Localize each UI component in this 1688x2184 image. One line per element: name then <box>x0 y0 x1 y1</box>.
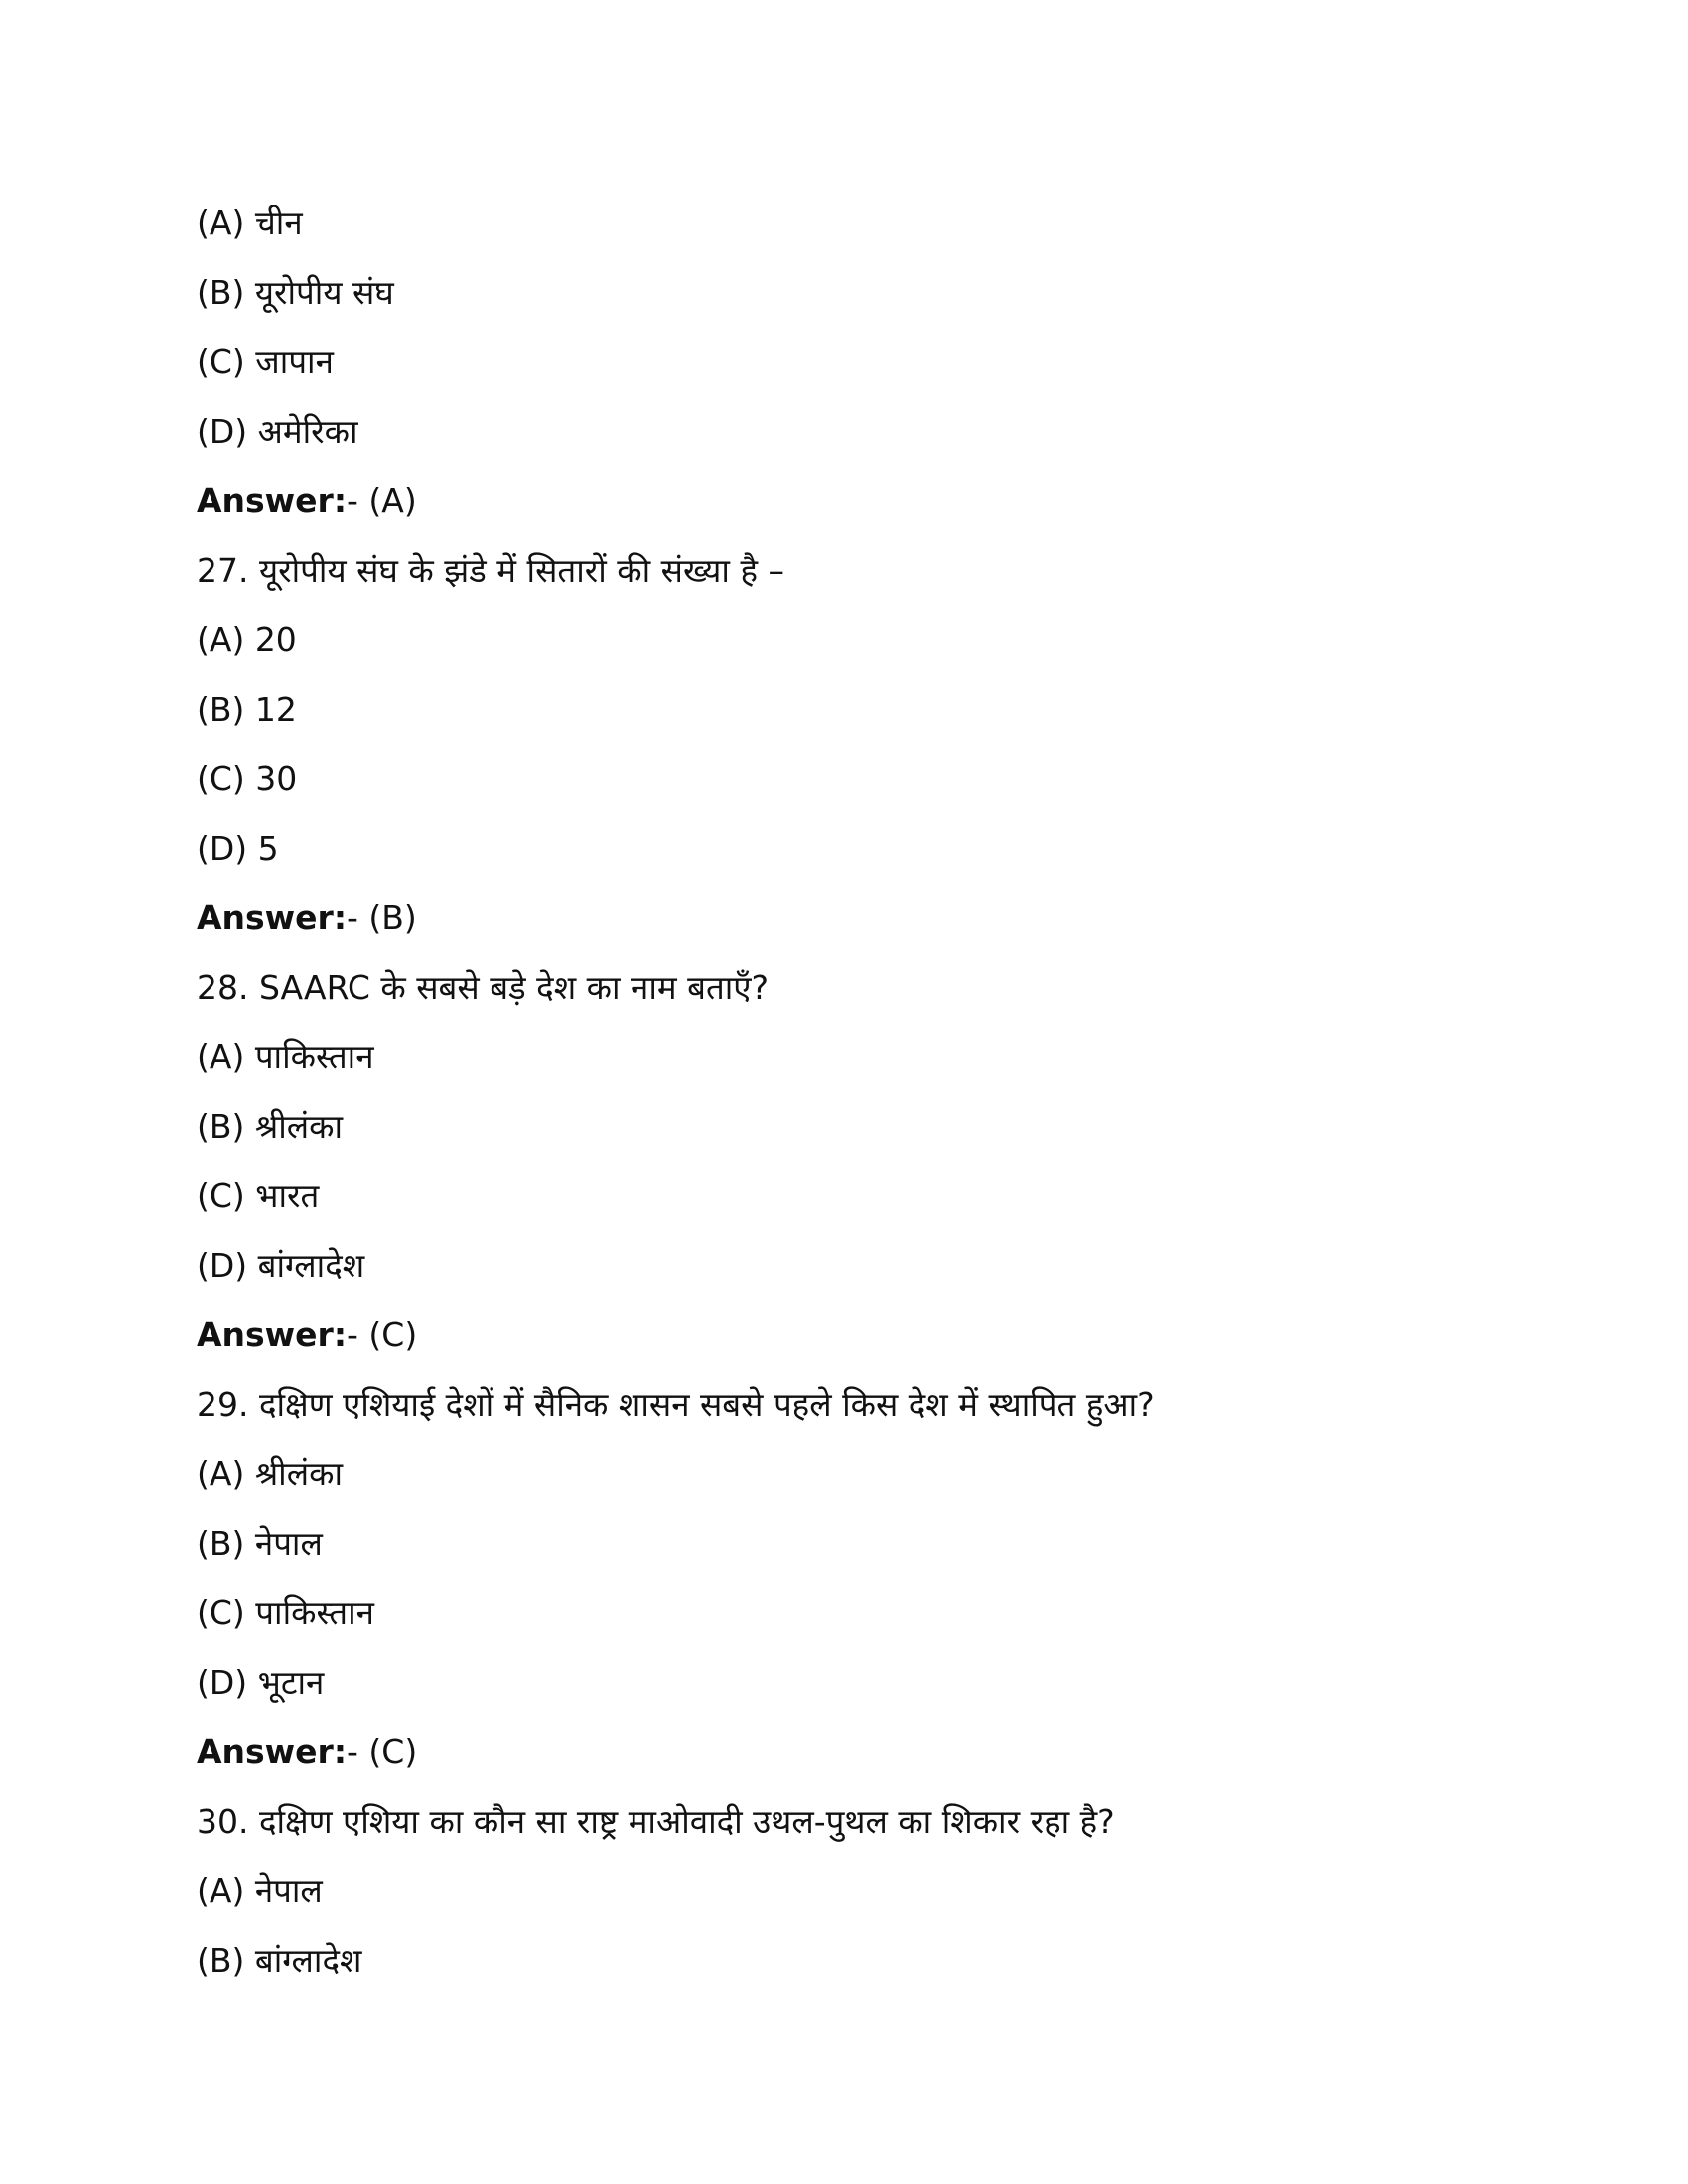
answer-label: Answer: <box>197 898 348 937</box>
option-30-b: (B) बांग्लादेश <box>197 1941 362 1979</box>
option-26-b: (B) यूरोपीय संघ <box>197 273 394 312</box>
answer-26 <box>197 467 1507 536</box>
question-28: 28. SAARC के सबसे बड़े देश का नाम बताएँ? <box>197 968 770 1007</box>
option-26-c: (C) जापान <box>197 342 334 381</box>
option-27-c: (C) 30 <box>197 759 298 798</box>
option-29-b: (B) नेपाल <box>197 1524 323 1563</box>
option-28-b: (B) श्रीलंका <box>197 1107 344 1146</box>
answer-label: Answer: <box>197 1732 348 1771</box>
option-28-c: (C) भारत <box>197 1176 320 1215</box>
option-30-a: (A) नेपाल <box>197 1871 323 1910</box>
document-page <box>197 189 1507 1995</box>
answer-27 <box>197 884 1507 953</box>
answer-29 <box>197 1717 1507 1787</box>
option-26-d: (D) अमेरिका <box>197 412 358 451</box>
option-26-a: (A) चीन <box>197 204 303 242</box>
option-29-d: (D) भूटान <box>197 1663 325 1702</box>
answer-label: Answer: <box>197 481 348 520</box>
option-29-c: (C) पाकिस्तान <box>197 1593 374 1632</box>
answer-28 <box>197 1300 1507 1370</box>
answer-value: - (C) <box>347 1732 418 1771</box>
option-27-b: (B) 12 <box>197 690 297 729</box>
option-27-d: (D) 5 <box>197 829 279 868</box>
question-30: 30. दक्षिण एशिया का कौन सा राष्ट्र माओवादी उथल-पुथल का शिकार रहा है? <box>197 1802 1115 1841</box>
option-28-a: (A) पाकिस्तान <box>197 1037 374 1076</box>
answer-value: - (B) <box>347 898 417 937</box>
option-28-d: (D) बांग्लादेश <box>197 1246 365 1285</box>
answer-value: - (C) <box>347 1315 418 1354</box>
answer-value: - (A) <box>347 481 417 520</box>
question-27: 27. यूरोपीय संघ के झंडे में सितारों की संख्या है – <box>197 551 784 590</box>
option-27-a: (A) 20 <box>197 620 297 659</box>
answer-label: Answer: <box>197 1315 348 1354</box>
option-29-a: (A) श्रीलंका <box>197 1454 343 1493</box>
question-29: 29. दक्षिण एशियाई देशों में सैनिक शासन सबसे पहले किस देश में स्थापित हुआ? <box>197 1385 1155 1424</box>
